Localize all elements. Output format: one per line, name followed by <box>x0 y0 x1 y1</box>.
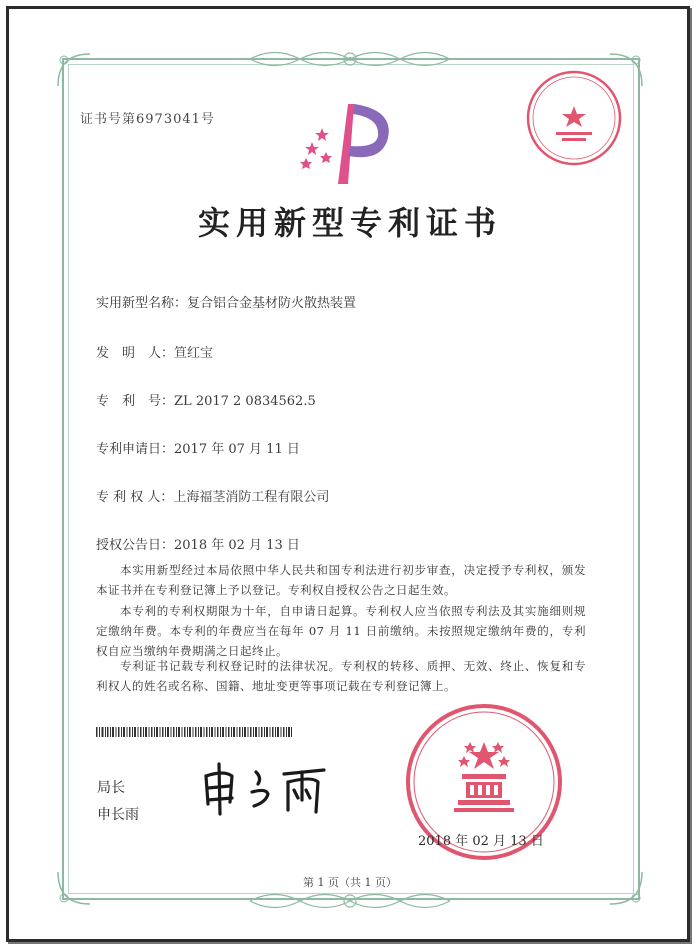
field-value: 笪红宝 <box>174 346 214 361</box>
director-name: 申长雨 <box>97 807 139 823</box>
field-label: 专 利 号： <box>96 394 175 409</box>
field-patentee <box>96 486 329 505</box>
field-label: 发 明 人： <box>96 346 175 361</box>
bottom-ornament-icon <box>250 888 450 914</box>
paragraph-grant-statement: 本实用新型经过本局依照中华人民共和国专利法进行初步审查，决定授予专利权，颁发本证书并在专利登记簿上予以登记。专利权自授权公告之日起生效。 <box>96 563 586 597</box>
field-value: ZL 2017 2 0834562.5 <box>174 394 316 409</box>
corner-ornament-icon <box>54 50 94 90</box>
field-value: 复合铝合金基材防火散热装置 <box>187 296 357 311</box>
paragraph-legal-status: 专利证书记载专利权登记时的法律状况。专利权的转移、质押、无效、终止、恢复和专利权人的姓名或名称、国籍、地址变更等事项记载在专利登记簿上。 <box>96 659 586 693</box>
field-value: 上海福茎消防工程有限公司 <box>173 490 330 505</box>
field-label: 实用新型名称： <box>96 296 188 311</box>
top-ornament-icon <box>250 46 450 72</box>
field-value: 2017 年 07 月 11 日 <box>174 442 300 457</box>
field-label: 专利申请日： <box>96 442 175 457</box>
field-grant-date <box>96 534 300 553</box>
field-utility-model-name <box>96 292 356 311</box>
field-patent-number <box>96 390 316 409</box>
seal-date: 2018 年 02 月 13 日 <box>418 834 544 849</box>
barcode-icon <box>96 727 292 737</box>
director-title: 局长 <box>97 780 125 796</box>
field-inventor <box>96 342 213 361</box>
field-filing-date <box>96 438 300 457</box>
certificate-title: 实用新型专利证书 <box>197 204 502 242</box>
agency-seal-icon <box>524 68 624 168</box>
field-label: 授权公告日： <box>96 538 175 553</box>
certificate-number: 证书号第6973041号 <box>80 112 215 127</box>
director-signature-icon <box>196 758 356 818</box>
page-number: 第 1 页（共 1 页） <box>303 876 397 889</box>
patent-office-logo-icon <box>298 96 398 186</box>
paragraph-term-statement: 本专利的专利权期限为十年，自申请日起算。专利权人应当依照专利法及其实施细则规定缴纳年费。本专利的年费应当在每年 07 月 11 日前缴纳。未按照规定缴纳年费的，专利权自应当缴纳年费期满之日起终止。 <box>96 604 586 658</box>
field-value: 2018 年 02 月 13 日 <box>174 538 300 553</box>
field-label: 专 利 权 人： <box>96 490 174 505</box>
